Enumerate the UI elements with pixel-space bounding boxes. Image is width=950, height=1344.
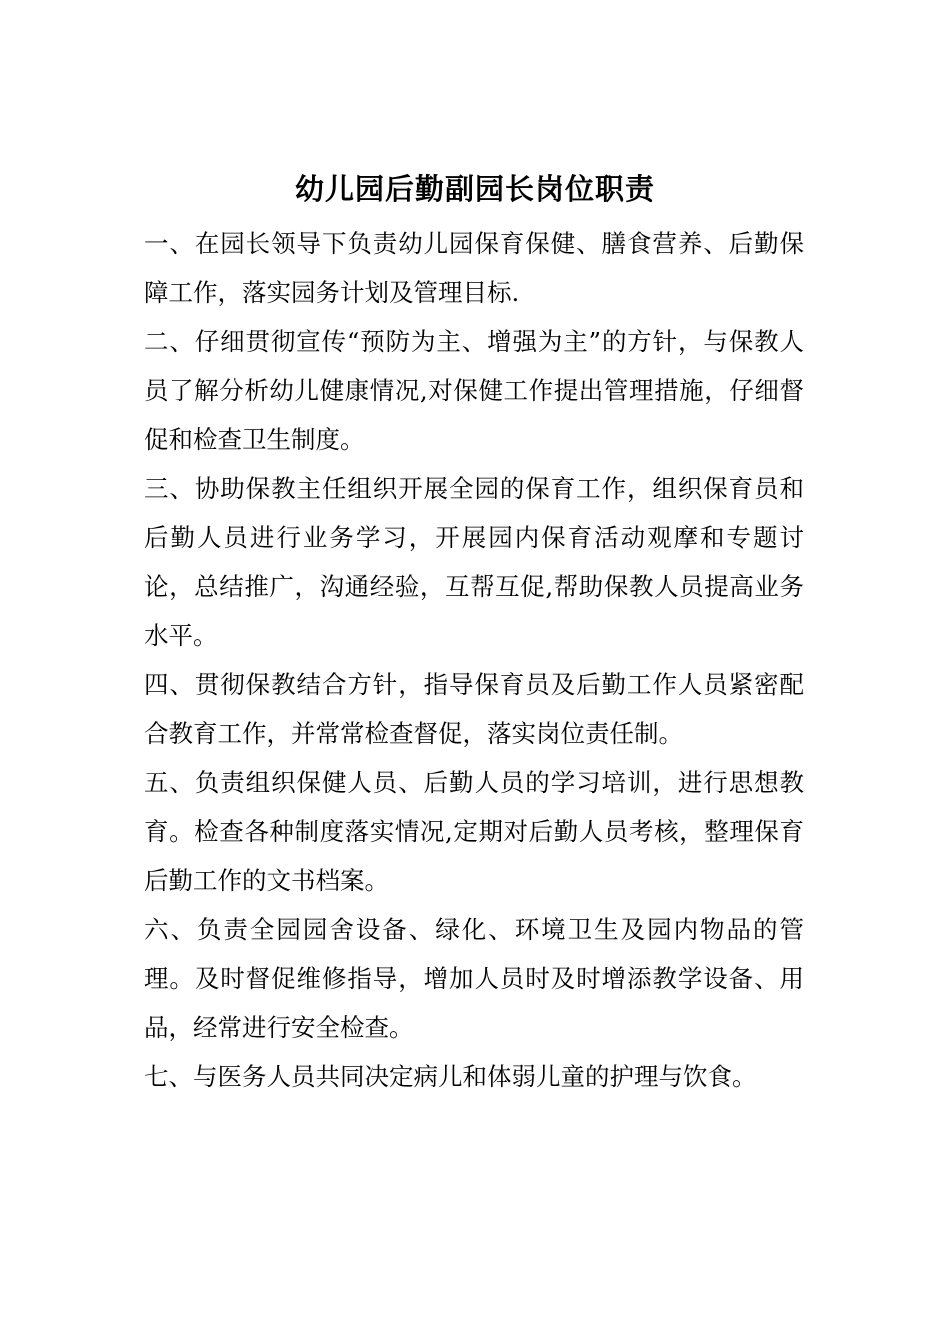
duty-item-7: 七、与医务人员共同决定病儿和体弱儿童的护理与饮食。	[144, 1062, 757, 1091]
duty-item-6: 六、负责全园园舍设备、绿化、环境卫生及园内物品的管理。及时督促维修指导，增加人员时及时增添教学设备、用品，经常进行安全检查。	[144, 915, 804, 1042]
duty-item-3: 三、协助保教主任组织开展全园的保育工作，组织保育员和后勤人员进行业务学习，开展园内保育活动观摩和专题讨论，总结推广，沟通经验，互帮互促,帮助保教人员提高业务水平。	[144, 474, 804, 650]
document-title: 幼儿园后勤副园长岗位职责	[294, 172, 655, 207]
duty-item-1: 一、在园长领导下负责幼儿园保育保健、膳食营养、后勤保障工作，落实园务计划及管理目标.	[144, 229, 804, 307]
document-body	[144, 219, 804, 1101]
duty-item-2: 二、仔细贯彻宣传“预防为主、增强为主”的方针，与保教人员了解分析幼儿健康情况,对保健工作提出管理措施，仔细督促和检查卫生制度。	[144, 327, 804, 454]
duty-item-5: 五、负责组织保健人员、后勤人员的学习培训，进行思想教育。检查各种制度落实情况,定期对后勤人员考核，整理保育后勤工作的文书档案。	[144, 768, 804, 895]
duty-item-4: 四、贯彻保教结合方针，指导保育员及后勤工作人员紧密配合教育工作，并常常检查督促，落实岗位责任制。	[144, 670, 804, 748]
